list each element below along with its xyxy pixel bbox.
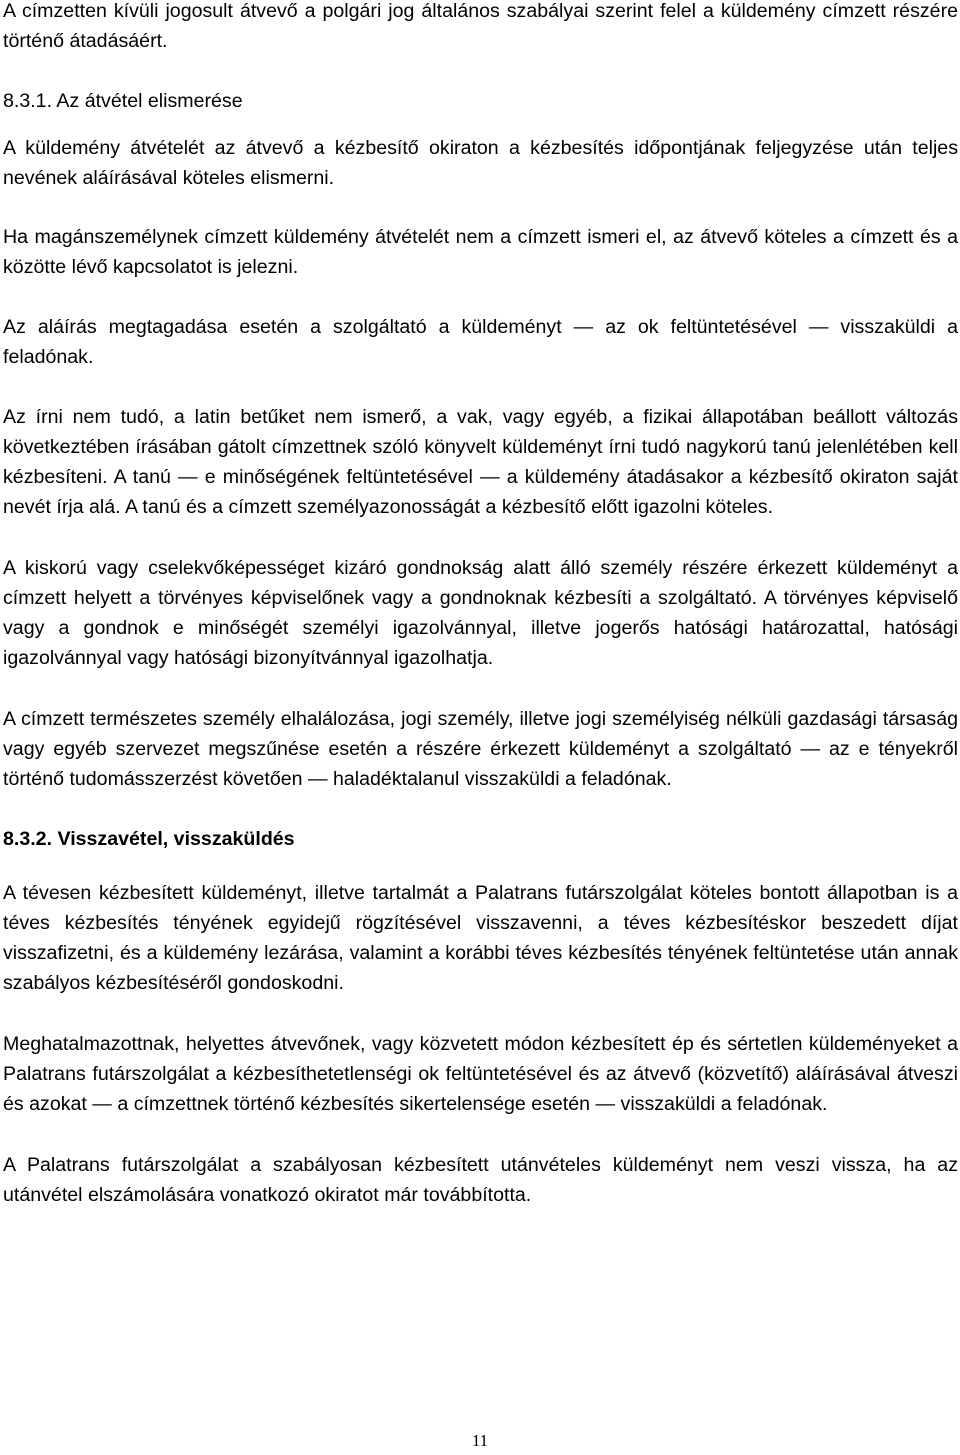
paragraph: A címzett természetes személy elhalálozása, jogi személy, illetve jogi személyiség nélküli gazdasági társaság vagy egyéb szervezet megszűnése esetén a részére érkezett küldeményt a szolgáltató — az e tényekről történő tudomásszerzést követően — haladéktalanul visszaküldi a feladónak. — [3, 708, 958, 790]
section-heading-8-3-1 — [3, 86, 958, 116]
paragraph: A kiskorú vagy cselekvőképességet kizáró gondnokság alatt álló személy részére érkezett küldeményt a címzett helyett a törvényes képviselőnek vagy a gondnoknak kézbesíti a szolgáltató. A törvényes képviselő vagy a gondnok e minőségét személyi igazolvánnyal, illetve jogerős hatósági határozattal, hatósági igazolvánnyal vagy hatósági bizonyítvánnyal igazolhatja. — [3, 557, 958, 669]
section-number: 8.3.1. — [3, 90, 53, 112]
paragraph: A Palatrans futárszolgálat a szabályosan kézbesített utánvételes küldeményt nem veszi vissza, ha az utánvétel elszámolására vonatkozó okiratot már továbbította. — [3, 1154, 958, 1206]
paragraph: Meghatalmazottnak, helyettes átvevőnek, vagy közvetett módon kézbesített ép és sértetlen küldeményeket a Palatrans futárszolgálat a kézbesíthetetlenségi ok feltüntetésével és az átvevő (közvetítő) aláírásával átveszi és azokat — a címzettnek történő kézbesítés sikertelensége esetén — visszaküldi a feladónak. — [3, 1033, 958, 1115]
section-title: Visszavétel, visszaküldés — [57, 828, 295, 850]
paragraph: Ha magánszemélynek címzett küldemény átvételét nem a címzett ismeri el, az átvevő köteles a címzett és a közötte lévő kapcsolatot is jelezni. — [3, 226, 958, 278]
paragraph: A tévesen kézbesített küldeményt, illetve tartalmát a Palatrans futárszolgálat köteles bontott állapotban is a téves kézbesítés tényének egyidejű rögzítésével visszavenni, a téves kézbesítéskor beszedett díjat visszafizetni, és a küldemény lezárása, valamint a korábbi téves kézbesítés tényének feltüntetése után annak szabályos kézbesítéséről gondoskodni. — [3, 882, 958, 994]
section-title: Az átvétel elismerése — [56, 90, 243, 112]
paragraph-intro: A címzetten kívüli jogosult átvevő a polgári jog általános szabályai szerint felel a küldemény címzett részére történő átadásáért. — [3, 0, 958, 52]
section-heading-8-3-2 — [3, 824, 958, 854]
document-page — [3, 0, 958, 1210]
page-number: 11 — [471, 1431, 489, 1450]
paragraph: Az aláírás megtagadása esetén a szolgáltató a küldeményt — az ok feltüntetésével — visszaküldi a feladónak. — [3, 316, 958, 368]
paragraph: Az írni nem tudó, a latin betűket nem ismerő, a vak, vagy egyéb, a fizikai állapotában beállott változás következtében írásában gátolt címzettnek szóló könyvelt küldeményt írni tudó nagykorú tanú jelenlétében kell kézbesíteni. A tanú — e minőségének feltüntetésével — a küldemény átadásakor a kézbesítő okiraton saját nevét írja alá. A tanú és a címzett személyazonosságát a kézbesítő előtt igazolni köteles. — [3, 406, 958, 518]
section-number: 8.3.2. — [3, 828, 53, 850]
paragraph: A küldemény átvételét az átvevő a kézbesítő okiraton a kézbesítés időpontjának feljegyzése után teljes nevének aláírásával köteles elismerni. — [3, 137, 958, 189]
